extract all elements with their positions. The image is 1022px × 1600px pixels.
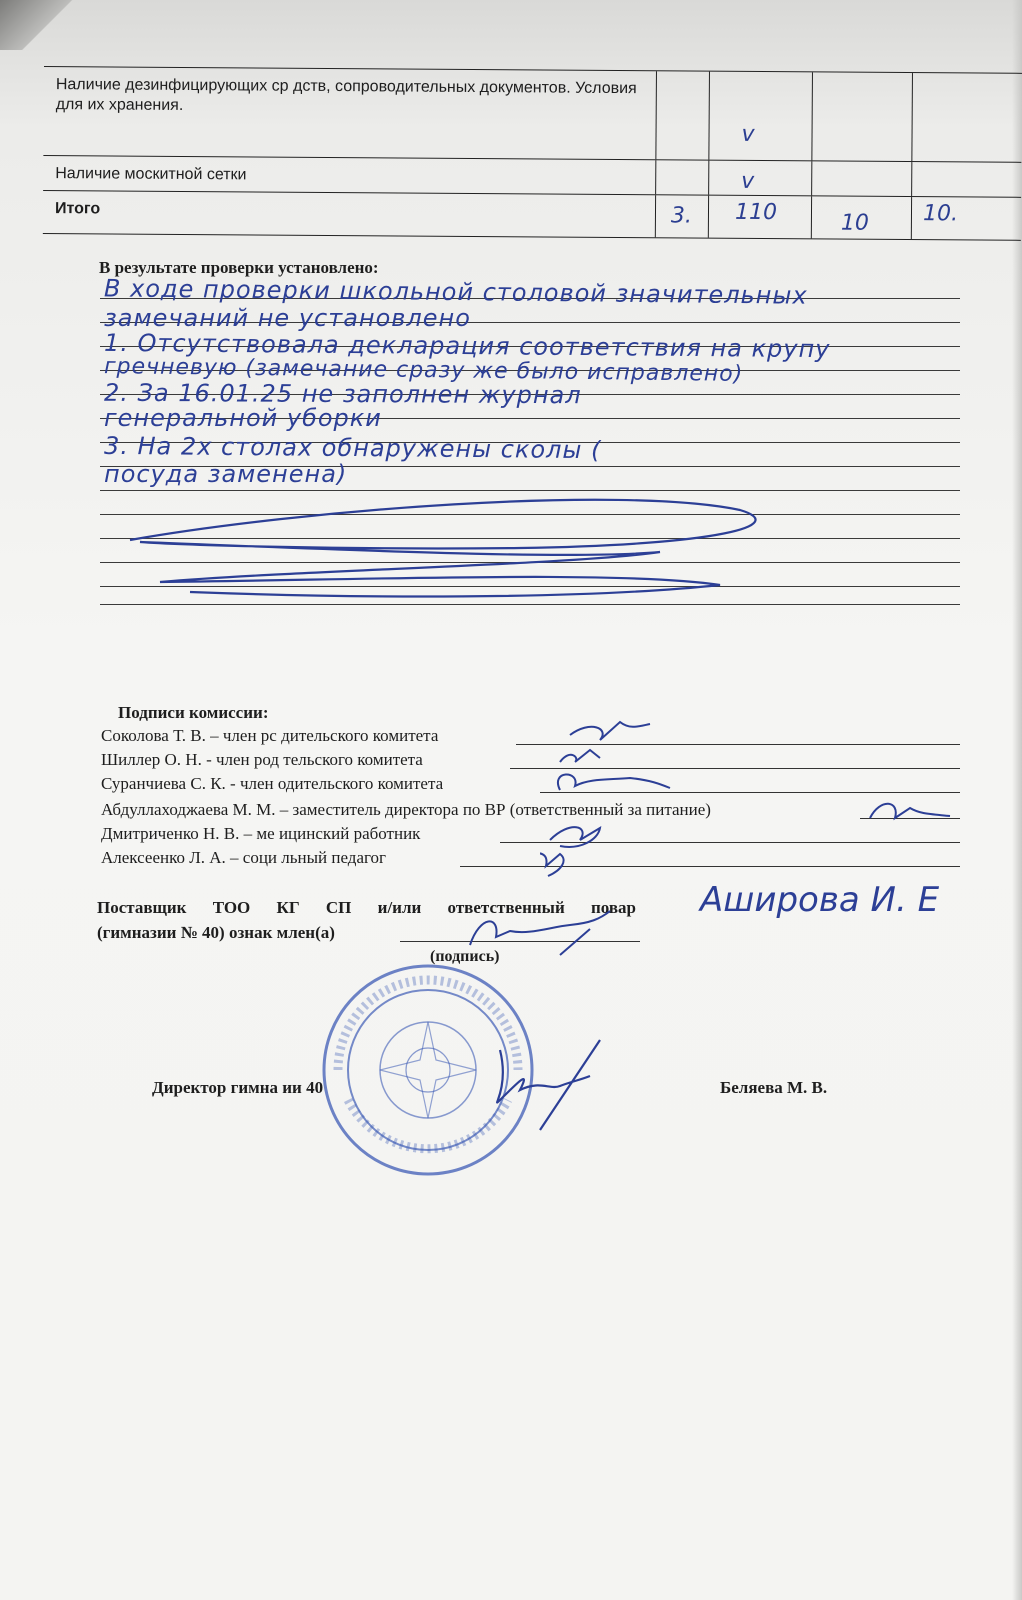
finding-line: 1. Отсутствовала декларация соответствия на крупу [103,328,831,364]
total-mark: 3. [670,203,693,229]
row-mark: v [741,121,755,147]
member-line: Абдуллаходжаева М. М. – заместитель директора по ВР (ответственный за питание) [101,800,711,819]
signatures-title: Подписи комиссии: [118,703,269,722]
finding-line: 3. На 2х столах обнаружены сколы ( [103,431,602,465]
member-line: Соколова Т. В. – член рс дительского комитета [101,726,439,745]
signature-caption: (подпись) [430,948,500,965]
inspection-table [43,66,1022,241]
row-label: Наличие москитной сетки [55,165,247,184]
finding-line: 2. За 16.01.25 не заполнен журнал [103,378,582,410]
member-line: Шиллер О. Н. - член род тельского комитета [101,750,423,769]
member-line: Дмитриченко Н. В. – ме ицинский работник [101,824,421,843]
finding-line: В ходе проверки школьной столовой значительных [103,274,808,310]
director-name: Беляева М. В. [720,1078,828,1097]
member-line: Алексеенко Л. А. – соци льный педагог [101,848,387,867]
total-mark: 10. [922,201,959,227]
finding-line: генеральной уборки [104,404,382,432]
director-label: Директор гимна ии 40 [152,1078,324,1097]
cook-name-handwritten: Аширова И. Е [700,880,940,920]
cross-out-scribble [100,490,800,610]
row-label: Итого [54,200,101,218]
finding-line: гречневую (замечание сразу же было исправлено) [103,354,744,387]
row-mark: v [741,168,755,194]
member-line: Суранчиева С. К. - член одительского комитета [101,774,444,793]
member-signatures [540,700,980,890]
row-label: Наличие дезинфицирующих ср дств, сопроводительных документов. Условия для их хранения. [55,76,637,114]
table-row [43,66,1022,162]
supplier-line-2: (гимназии № 40) ознак млен(а) [97,923,335,942]
supplier-line: Поставщик ТОО КГ СП и/или ответственный повар [97,898,636,917]
finding-line: посуда заменена) [104,460,348,488]
total-mark: 10 [840,210,870,236]
total-mark: 110 [734,199,778,226]
page-corner-shadow [0,0,80,50]
table-row [43,190,1021,241]
finding-line: замечаний не установлено [104,304,471,332]
findings-title: В результате проверки установлено: [99,258,379,277]
director-signature [470,1030,630,1140]
